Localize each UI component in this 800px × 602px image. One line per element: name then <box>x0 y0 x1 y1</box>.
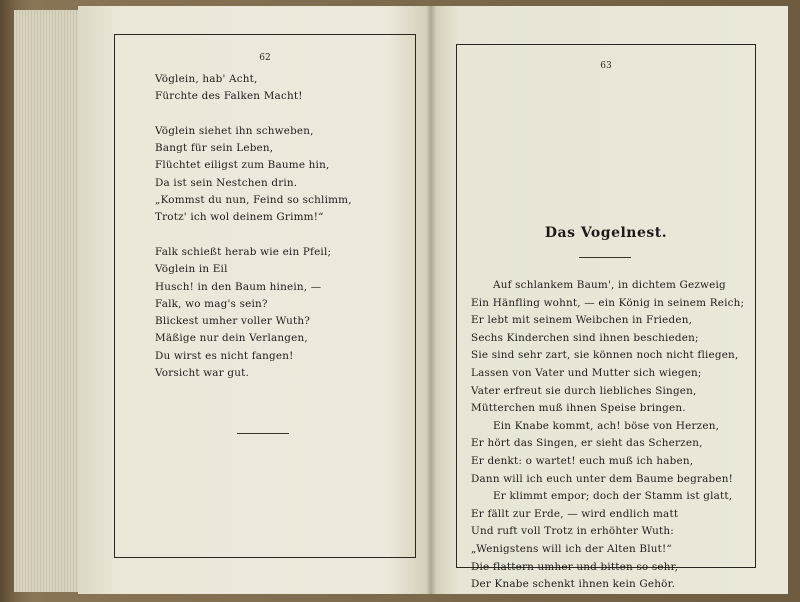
poem-line: Da ist sein Nestchen drin. <box>155 176 298 189</box>
poem-line: Auf schlankem Baum', in dichtem Gezweig <box>493 279 726 291</box>
right-page-frame <box>456 44 756 591</box>
poem-line: Falk, wo mag's sein? <box>155 297 268 310</box>
left-poem-text <box>155 71 352 382</box>
poem-line: Ein Hänfling wohnt, — ein König in seinem Reich; <box>471 296 745 309</box>
poem-line: Er hört das Singen, er sieht das Scherzen, <box>471 437 703 450</box>
poem-line: Ein Knabe kommt, ach! böse von Herzen, <box>493 419 720 432</box>
poem-line: Flüchtet eiligst zum Baume hin, <box>155 159 330 172</box>
left-page-frame <box>114 34 416 558</box>
poem-line: Er fällt zur Erde, — wird endlich matt <box>471 507 679 520</box>
poem-line: Husch! in den Baum hinein, — <box>155 280 322 293</box>
poem-line: Und ruft voll Trotz in erhöhter Wuth: <box>471 525 674 538</box>
poem-line: Du wirst es nicht fangen! <box>155 349 294 362</box>
right-poem-text <box>471 277 744 594</box>
left-page-number: 62 <box>259 53 271 63</box>
poem-line: Vorsicht war gut. <box>155 367 249 380</box>
poem-line: „Kommst du nun, Feind so schlimm, <box>155 194 352 207</box>
poem-line: Sechs Kinderchen sind ihnen beschieden; <box>471 331 699 344</box>
poem-line: Der Knabe schenkt ihnen kein Gehör. <box>471 578 676 591</box>
poem-line: Die flattern umher und bitten so sehr, <box>471 560 679 573</box>
poem-line: Bangt für sein Leben, <box>155 142 274 155</box>
poem-line: Fürchte des Falken Macht! <box>155 90 303 103</box>
left-page <box>78 6 430 594</box>
poem-line: Lassen von Vater und Mutter sich wiegen; <box>471 366 702 379</box>
poem-line: Er denkt: o wartet! euch muß ich haben, <box>471 454 694 467</box>
poem-line: Vater erfreut sie durch liebliches Singen, <box>471 384 697 397</box>
poem-line: Trotz' ich wol deinem Grimm!“ <box>155 211 324 224</box>
stanza-gap <box>155 106 352 123</box>
stanza-gap <box>155 227 352 244</box>
page-edges <box>14 10 80 592</box>
poem-line: Er klimmt empor; doch der Stamm ist glatt, <box>493 490 733 503</box>
poem-line: Vöglein in Eil <box>155 263 228 276</box>
poem-line: Blickest umher voller Wuth? <box>155 315 310 328</box>
poem-line: Vöglein, hab' Acht, <box>155 73 258 85</box>
poem-title: Das Vogelnest. <box>544 225 668 241</box>
poem-line: Sie sind sehr zart, sie können noch nicht fliegen, <box>471 349 739 362</box>
title-rule <box>579 257 631 258</box>
poem-line: Mütterchen muß ihnen Speise bringen. <box>471 402 686 415</box>
closing-rule <box>237 433 289 434</box>
poem-line: Dann will ich euch unter dem Baume begraben! <box>471 472 734 485</box>
poem-line: Mäßige nur dein Verlangen, <box>155 332 308 345</box>
poem-line: Vöglein siehet ihn schweben, <box>155 124 314 137</box>
poem-line: Er lebt mit seinem Weibchen in Frieden, <box>471 314 693 327</box>
right-page-number: 63 <box>600 61 612 71</box>
poem-line: „Wenigstens will ich der Alten Blut!“ <box>471 542 672 555</box>
right-page <box>430 6 788 594</box>
poem-line: Falk schießt herab wie ein Pfeil; <box>155 245 332 258</box>
book-spine <box>426 6 436 594</box>
